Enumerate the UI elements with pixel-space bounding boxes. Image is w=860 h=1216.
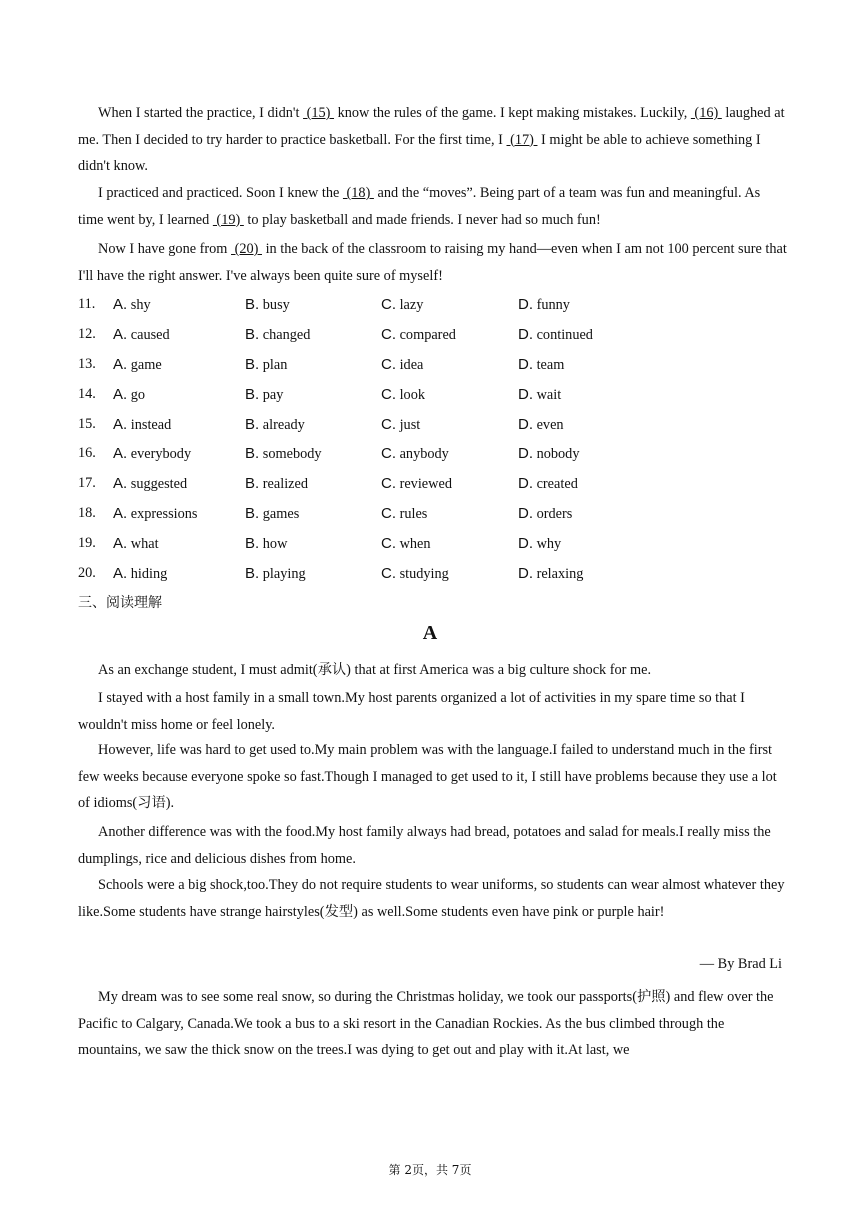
question-row xyxy=(78,352,788,382)
option-b[interactable]: B. busy xyxy=(245,296,290,313)
question-number: 17. xyxy=(78,475,96,492)
question-row xyxy=(78,531,788,561)
option-d[interactable]: D. why xyxy=(518,535,562,553)
reading-paragraph-2: I stayed with a host family in a small town.My host parents organized a lot of activities in my spare time so that I wouldn't miss home or feel lonely. xyxy=(78,690,745,733)
option-a[interactable]: A. game xyxy=(113,355,162,373)
option-a[interactable]: A. shy xyxy=(113,296,151,313)
question-row xyxy=(78,501,788,531)
blank-20[interactable]: (20) xyxy=(231,241,262,257)
option-b[interactable]: B. games xyxy=(245,505,300,523)
signature: — By Brad Li xyxy=(699,956,782,972)
question-number: 11. xyxy=(78,296,96,312)
option-a[interactable]: A. instead xyxy=(113,415,172,433)
option-b[interactable]: B. plan xyxy=(245,355,288,373)
option-b[interactable]: B. realized xyxy=(245,475,309,493)
option-d[interactable]: D. wait xyxy=(518,385,562,403)
question-row xyxy=(78,441,788,471)
option-d[interactable]: D. orders xyxy=(518,505,573,523)
option-b[interactable]: B. already xyxy=(245,415,305,433)
reading-paragraph-5: Schools were a big shock,too.They do not require students to wear uniforms, so students can wear almost whatever they like.Some students have strange hairstyles(发型) as well.Some students even have pink or purple hair! xyxy=(78,877,785,920)
option-c[interactable]: C. reviewed xyxy=(381,475,452,493)
blank-16[interactable]: (16) xyxy=(690,105,722,121)
page-footer: 第 2页，共 7页 xyxy=(388,1163,472,1177)
options-list xyxy=(78,292,788,591)
option-b[interactable]: B. playing xyxy=(245,565,306,583)
option-c[interactable]: C. when xyxy=(381,535,431,553)
option-c[interactable]: C. just xyxy=(381,415,421,433)
option-a[interactable]: A. expressions xyxy=(113,505,198,523)
question-row xyxy=(78,292,788,322)
option-d[interactable]: D. even xyxy=(518,415,564,433)
passage-paragraph-3: Now I have gone from (20) in the back of the classroom to raising my hand—even when I am not 100 percent sure that I'll have the right answer. I've always been quite sure of myself! xyxy=(78,241,787,284)
option-b[interactable]: B. pay xyxy=(245,385,284,403)
option-a[interactable]: A. everybody xyxy=(113,445,192,463)
reading-paragraph-4: Another difference was with the food.My host family always had bread, potatoes and salad for meals.I really miss the dumplings, rice and delicious dishes from home. xyxy=(78,824,771,867)
question-number: 18. xyxy=(78,505,96,522)
blank-19[interactable]: (19) xyxy=(212,211,244,228)
option-b[interactable]: B. changed xyxy=(245,325,311,343)
blank-15[interactable]: (15) xyxy=(303,105,335,121)
option-c[interactable]: C. look xyxy=(381,385,425,403)
option-d[interactable]: D. funny xyxy=(518,296,570,313)
section-title: 三、阅读理解 xyxy=(78,595,162,611)
blank-17[interactable]: (17) xyxy=(506,131,538,148)
option-c[interactable]: C. rules xyxy=(381,505,428,523)
question-row xyxy=(78,412,788,442)
reading-heading: A xyxy=(422,622,438,644)
option-b[interactable]: B. how xyxy=(245,535,288,553)
option-a[interactable]: A. caused xyxy=(113,325,170,343)
option-d[interactable]: D. created xyxy=(518,475,578,493)
option-b[interactable]: B. somebody xyxy=(245,445,322,463)
option-a[interactable]: A. what xyxy=(113,535,159,553)
option-a[interactable]: A. hiding xyxy=(113,565,168,583)
option-c[interactable]: C. idea xyxy=(381,355,424,373)
question-number: 16. xyxy=(78,445,96,462)
option-c[interactable]: C. lazy xyxy=(381,296,424,313)
question-number: 19. xyxy=(78,535,96,552)
question-number: 14. xyxy=(78,385,96,402)
option-a[interactable]: A. go xyxy=(113,385,146,403)
question-row xyxy=(78,322,788,352)
question-number: 15. xyxy=(78,415,96,432)
question-number: 13. xyxy=(78,355,96,372)
option-a[interactable]: A. suggested xyxy=(113,475,188,493)
option-d[interactable]: D. continued xyxy=(518,325,593,343)
blank-18[interactable]: (18) xyxy=(342,185,374,201)
question-number: 20. xyxy=(78,565,96,582)
question-row xyxy=(78,382,788,412)
option-d[interactable]: D. team xyxy=(518,355,565,373)
option-d[interactable]: D. nobody xyxy=(518,445,580,463)
passage-paragraph-2: I practiced and practiced. Soon I knew the (18) and the “moves”. Being part of a team was fun and meaningful. As time went by, I learned (19) to play basketball and made friends. I never had so much fun! xyxy=(78,185,761,228)
option-d[interactable]: D. relaxing xyxy=(518,565,584,583)
reading-paragraph-3: However, life was hard to get used to.My main problem was with the language.I failed to understand much in the first few weeks because everyone spoke so fast.Though I managed to get used to it, I still have problems because they use a lot of idioms(习语). xyxy=(78,742,777,811)
reading-paragraph-1: As an exchange student, I must admit(承认) that at first America was a big culture shock for me. xyxy=(98,662,652,678)
option-c[interactable]: C. compared xyxy=(381,325,456,343)
passage-paragraph-1: When I started the practice, I didn't (15) know the rules of the game. I kept making mistakes. Luckily, (16) laughed at me. Then I decided to try harder to practice basketball. For the first time, I (17) I might be able to achieve something I didn't know. xyxy=(78,105,785,174)
question-row xyxy=(78,471,788,501)
reading-paragraph-6: My dream was to see some real snow, so during the Christmas holiday, we took our passports(护照) and flew over the Pacific to Calgary, Canada.We took a bus to a ski resort in the Canadian Rockies. As the bus climbed through the mountains, we saw the thick snow on the trees.I was dying to get out and play with it.At last, we xyxy=(78,989,774,1058)
question-row xyxy=(78,561,788,591)
option-c[interactable]: C. anybody xyxy=(381,445,449,463)
option-c[interactable]: C. studying xyxy=(381,565,449,583)
question-number: 12. xyxy=(78,325,96,342)
